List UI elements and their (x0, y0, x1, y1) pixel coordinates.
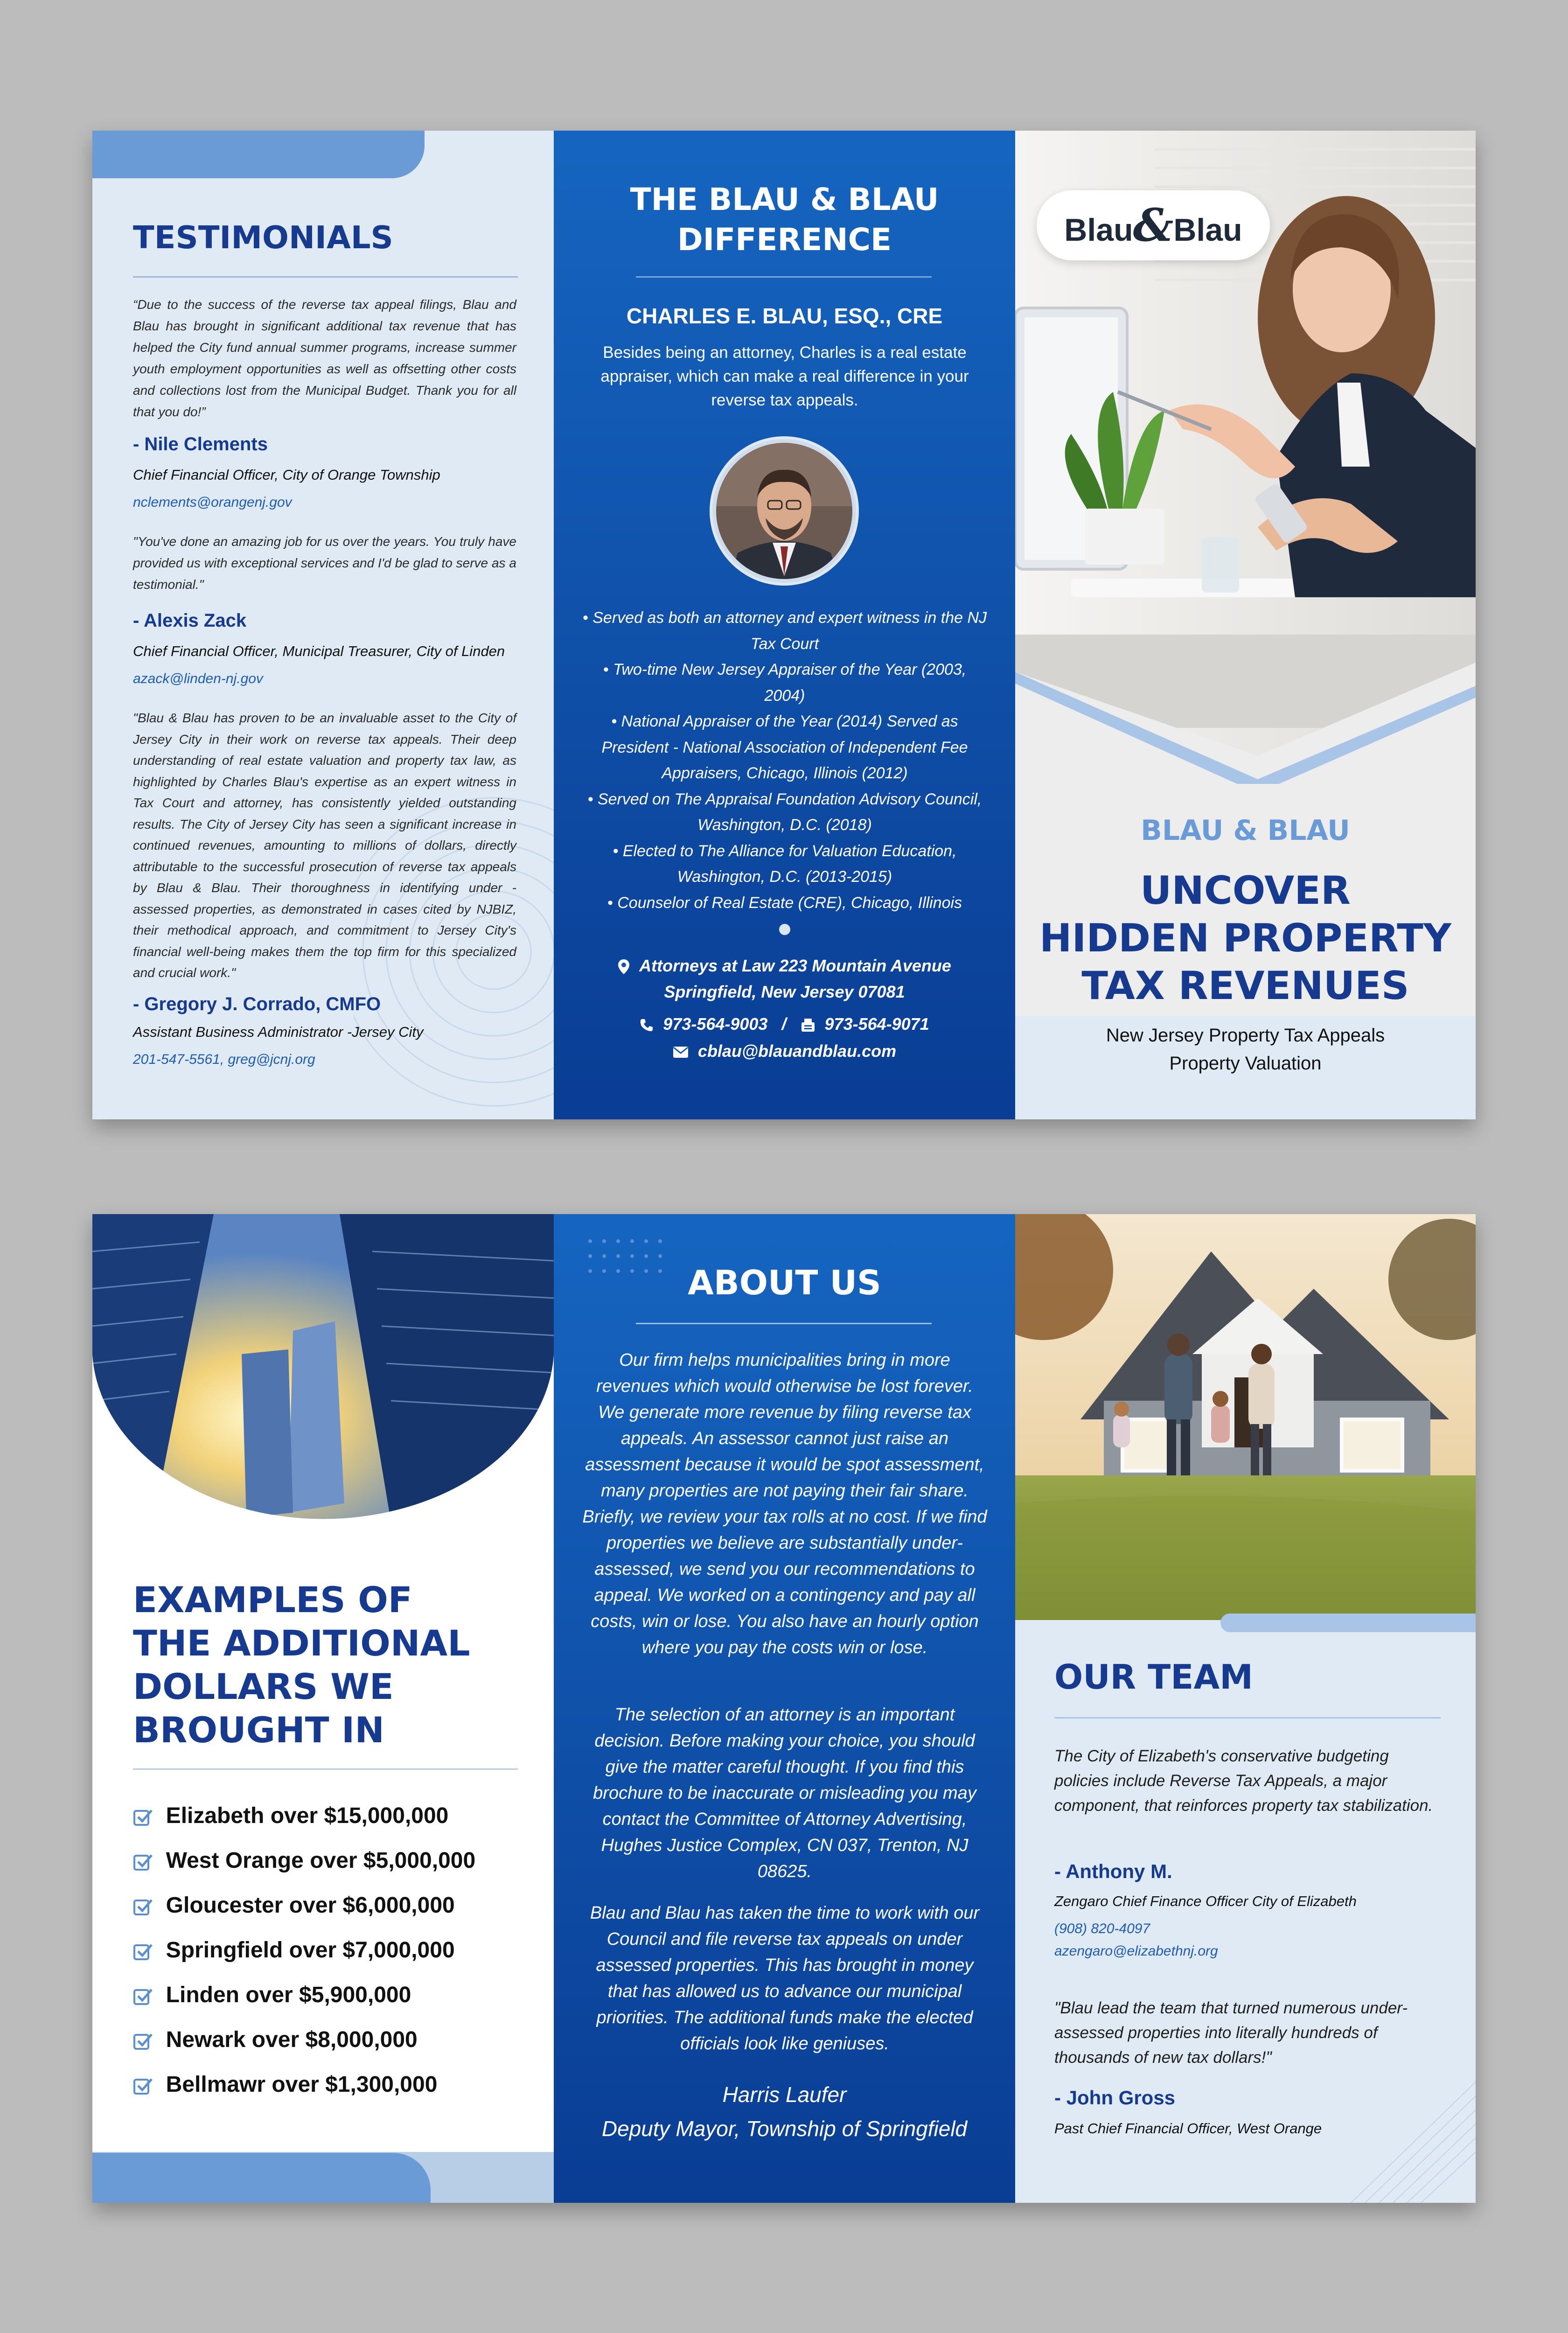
about-paragraph-2: The selection of an attorney is an important decision. Before making your choice, you should give the matter careful thought. If you find this brochure to be inaccurate or misleading you may contact the Committee of Attorney Advertising, Hughes Justice Complex, CN 037, Trenton, NJ 08625. (593, 1705, 976, 1881)
address-block (554, 953, 1015, 1005)
testimonial-role-2: Chief Financial Officer, Municipal Treasurer, City of Linden (133, 643, 505, 659)
testimonial-quote-2: "You've done an amazing job for us over the years. You truly have provided us with exceptional services and I'd be glad to serve as a testimonial." (133, 534, 516, 592)
examples-title-line-3: DOLLARS WE (133, 1666, 394, 1707)
testimonial-quote-1: “Due to the success of the reverse tax appeal filings, Blau and Blau has brought in significant additional tax revenue that has helped the City fund annual summer programs, increase summer youth employment opportunities as well as offsetting other costs and collections lost from the Municipal Budget. Thank you for all that you do!” (133, 297, 516, 419)
checkbox-icon (133, 1941, 153, 1962)
portrait-frame (710, 436, 859, 586)
checkbox-icon (133, 2031, 153, 2051)
list-item-text: Elizabeth over $15,000,000 (166, 1803, 449, 1828)
photo-accent-bar (1220, 1614, 1476, 1632)
list-item-text: Linden over $5,900,000 (166, 1983, 411, 2007)
person-name: CHARLES E. BLAU, ESQ., CRE (626, 304, 943, 328)
signature-title: Deputy Mayor, Township of Springfield (601, 2116, 968, 2141)
list-item (133, 1848, 475, 1893)
address-line-1-text: Attorneys at Law 223 Mountain Avenue (639, 956, 951, 975)
list-item (133, 1937, 475, 1982)
list-item (133, 2072, 475, 2116)
difference-title-line-1: THE BLAU & BLAU (630, 182, 939, 217)
skyscrapers-photo (92, 1214, 554, 1541)
checkbox-icon (133, 1807, 153, 1827)
list-item-text: Springfield over $7,000,000 (166, 1938, 455, 1963)
testimonial-contact-3[interactable]: 201-547-5561, greg@jcnj.org (133, 1052, 315, 1067)
examples-title-line-2: THE ADDITIONAL (133, 1622, 470, 1664)
testimonial-quote-3: "Blau & Blau has proven to be an invaluable asset to the City of Jersey City in their work on reverse tax appeals. Their deep understanding of real estate valuation and property tax law, as highlighted by Charles Blau's expertise as an expert witness in Tax Court and attorney, has consistently yielded outstanding results. The City of Jersey City has seen a significant increase in continued revenues, amounting to millions of dollars, directly attributable to the successful prosecution of reverse tax appeals by Blau & Blau. Their thoroughness in identifying under - assessed properties, as demonstrated in cases cited by NJBIZ, their methodical approach, and commitment to Jersey City's financial well-being makes them the top firm for this specialized and crucial work." (133, 711, 516, 980)
list-item (133, 1803, 475, 1848)
team-role-1: Zengaro Chief Finance Officer City of Elizabeth (1054, 1893, 1357, 1909)
cover-panel (1015, 131, 1476, 1119)
phone-fax-separator: / (781, 1014, 787, 1034)
checkbox-icon (133, 1896, 153, 1917)
examples-title-line-4: BROUGHT IN (133, 1709, 384, 1751)
logo-word-right: Blau (1173, 212, 1242, 248)
checkbox-icon (133, 1986, 153, 2006)
examples-divider (133, 1768, 518, 1770)
cover-headline-line-1: UNCOVER (1140, 868, 1351, 913)
credential-item: • Counselor of Real Estate (CRE), Chicago, Illinois (607, 894, 962, 912)
about-paragraph-1: Our firm helps municipalities bring in more revenues which would otherwise be lost forever. We generate more revenue by filing reverse tax appeals. An assessor cannot just raise an assessment because it would be spot assessment, many properties are not paying their fair share. Briefly, we review your tax rolls at no cost. If we find properties we believe are substantially under-assessed, we send you our recommendations to appeal. We worked on a contingency and pay all costs, win or lose. You also have an hourly option where you pay the costs win or lose. (582, 1350, 987, 1657)
testimonial-email-1[interactable]: nclements@orangenj.gov (133, 495, 292, 510)
team-name-2: - John Gross (1054, 2087, 1176, 2109)
corner-tab-shape (92, 131, 425, 178)
list-item-text: Gloucester over $6,000,000 (166, 1893, 455, 1918)
email-address[interactable]: cblau@blauandblau.com (697, 1041, 897, 1061)
team-quote-1: The City of Elizabeth's conservative budgeting policies include Reverse Tax Appeals, a major component, that reinforces property tax stabilization. (1054, 1747, 1433, 1815)
cover-headline-line-2: HIDDEN PROPERTY (1039, 915, 1451, 961)
cover-headline-line-3: TAX REVENUES (1081, 963, 1409, 1008)
credential-item: • Two-time New Jersey Appraiser of the Year (2003, 2004) (603, 661, 967, 705)
difference-panel (554, 131, 1015, 1119)
list-item-text: West Orange over $5,000,000 (166, 1848, 476, 1873)
fax-icon (801, 1018, 815, 1033)
cover-headline (1015, 867, 1476, 1010)
list-item (133, 1893, 475, 1937)
brochure-inside-sheet (92, 1214, 1476, 2203)
team-role-2: Past Chief Financial Officer, West Orange (1054, 2120, 1322, 2137)
testimonial-name-3: - Gregory J. Corrado, CMFO (133, 994, 381, 1014)
title-divider (133, 276, 518, 278)
credential-item: • National Appraiser of the Year (2014) Served as President - National Association of Independent Fee Appraisers, Chicago, Illinois (2012) (601, 712, 968, 782)
credential-item: • Served on The Appraisal Foundation Advisory Council, Washington, D.C. (2018) (587, 790, 982, 834)
list-item-text: Newark over $8,000,000 (166, 2027, 418, 2052)
difference-title-line-2: DIFFERENCE (677, 222, 892, 258)
team-quote-2: "Blau lead the team that turned numerous under-assessed properties into literally hundreds of thousands of new tax dollars!" (1054, 1999, 1408, 2067)
testimonial-name-2: - Alexis Zack (133, 610, 247, 631)
about-title: ABOUT US (688, 1263, 881, 1302)
footer-band-dark (92, 2153, 431, 2203)
team-email-1[interactable]: azengaro@elizabethnj.org (1054, 1943, 1218, 1959)
logo-ampersand: & (1133, 199, 1174, 251)
address-line-2: Springfield, New Jersey 07081 (664, 982, 905, 1001)
testimonials-panel (92, 131, 554, 1119)
examples-list (133, 1803, 475, 2116)
phone-number[interactable]: 973-564-9003 (663, 1014, 768, 1034)
address-line-1 (554, 953, 1015, 979)
checkbox-icon (133, 2075, 153, 2096)
cover-brand: BLAU & BLAU (1141, 814, 1350, 847)
list-item-text: Bellmawr over $1,300,000 (166, 2072, 438, 2097)
difference-title (554, 180, 1015, 260)
testimonial-role-1: Chief Financial Officer, City of Orange Township (133, 467, 440, 483)
location-pin-icon (618, 959, 630, 975)
testimonial-name-1: - Nile Clements (133, 434, 268, 454)
about-paragraph-3: Blau and Blau has taken the time to work with our Council and file reverse tax appeals on under assessed properties. This has brought in money that has allowed us to advance our municipal priorities. The additional funds make the elected officials look like geniuses. (590, 1903, 980, 2054)
testimonial-role-3: Assistant Business Administrator -Jersey City (133, 1024, 424, 1040)
credential-item: • Elected to The Alliance for Valuation Education, Washington, D.C. (2013-2015) (613, 842, 957, 886)
team-name-1: - Anthony M. (1054, 1860, 1172, 1882)
email-icon (673, 1046, 689, 1058)
team-title: OUR TEAM (1054, 1657, 1253, 1697)
person-intro: Besides being an attorney, Charles is a real estate appraiser, which can make a real difference in your reverse tax appeals. (600, 343, 969, 409)
fax-number[interactable]: 973-564-9071 (824, 1014, 929, 1034)
signature-name: Harris Laufer (722, 2082, 847, 2107)
brochure-outside-sheet (92, 131, 1476, 1119)
list-item (133, 1982, 475, 2027)
section-dot (779, 924, 790, 935)
email-line (554, 1041, 1015, 1061)
examples-title (133, 1578, 470, 1752)
brand-logo[interactable] (1037, 190, 1270, 260)
testimonials-title: TESTIMONIALS (133, 219, 393, 256)
credentials-list (582, 605, 988, 916)
cover-subtitle-line-1: New Jersey Property Tax Appeals (1106, 1025, 1385, 1046)
cover-subtitle-line-2: Property Valuation (1169, 1053, 1322, 1074)
examples-title-line-1: EXAMPLES OF (133, 1579, 412, 1621)
difference-divider (636, 276, 932, 278)
logo-word-left: Blau (1064, 212, 1133, 248)
charles-blau-portrait (710, 436, 859, 586)
checkbox-icon (133, 1851, 153, 1872)
credential-item: • Served as both an attorney and expert witness in the NJ Tax Court (582, 609, 987, 653)
phone-fax-line (554, 1014, 1015, 1034)
testimonial-email-2[interactable]: azack@linden-nj.gov (133, 671, 263, 686)
family-house-photo (1015, 1214, 1476, 1620)
about-panel (554, 1214, 1015, 2203)
team-divider (1054, 1717, 1441, 1718)
cover-subtitle (1015, 1016, 1476, 1119)
team-panel (1015, 1214, 1476, 2203)
diagonal-lines-decoration (1332, 2054, 1476, 2203)
phone-icon (640, 1018, 654, 1032)
about-divider (636, 1323, 932, 1324)
team-phone-1[interactable]: (908) 820-4097 (1054, 1921, 1150, 1936)
list-item (133, 2027, 475, 2072)
examples-panel (92, 1214, 554, 2203)
